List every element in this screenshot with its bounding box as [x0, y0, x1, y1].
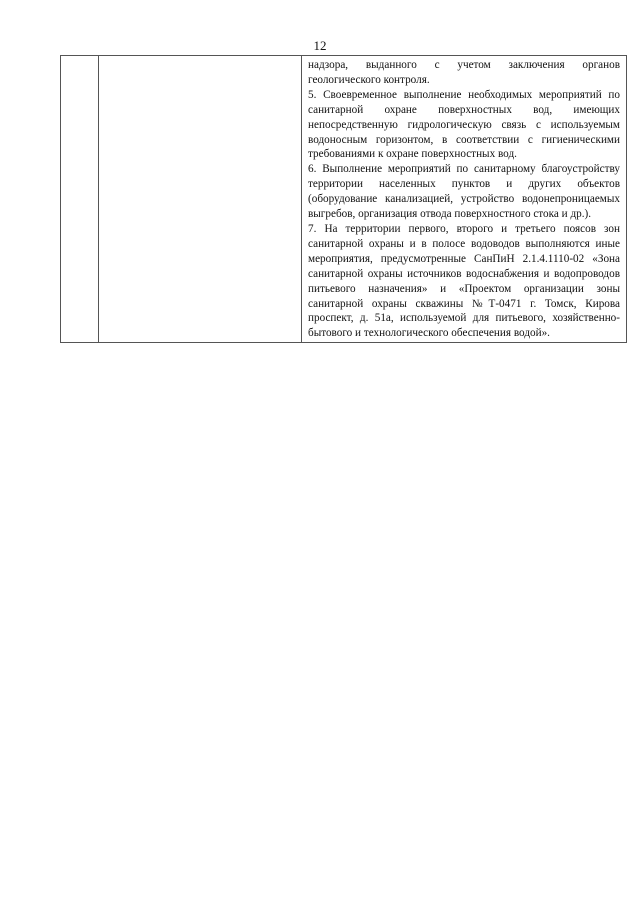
paragraph-item-7: 7. На территории первого, второго и третьего поясов зон санитарной охраны и в полосе водоводов выполняются иные мероприятия, предусмотренные СанПиН 2.1.4.1110-02 «Зона санитарной охраны источников водоснабжения и водопроводов питьевого назначения» и «Проектом организации зоны санитарной охраны скважины №Т-0471 г. Томск, Кирова проспект, д. 51а, используемой для питьевого, хозяйственно-бытового и технологического обеспечения водой».: [308, 222, 620, 340]
measures-table: [60, 55, 627, 343]
paragraph-item-6: 6. Выполнение мероприятий по санитарному благоустройству территории населенных пунктов и других объектов (оборудование канализацией, устройство водонепроницаемых выгребов, организация отвода поверхностного стока и др.).: [308, 163, 620, 221]
paragraph-continuation: надзора, выданного с учетом заключения органов геологического контроля.: [308, 59, 620, 86]
measures-text: [302, 56, 626, 342]
table-cell-measures: [302, 56, 627, 343]
table-cell-number: [61, 56, 99, 343]
table-row: [61, 56, 627, 343]
paragraph-item-5: 5. Своевременное выполнение необходимых мероприятий по санитарной охране поверхностных вод, имеющих непосредственную гидрологическую связь с используемым водоносным горизонтом, в соответствии с гигиеническими требованиями к охране поверхностных вод.: [308, 88, 620, 161]
page-number: 12: [313, 38, 327, 53]
table-cell-name: [99, 56, 302, 343]
